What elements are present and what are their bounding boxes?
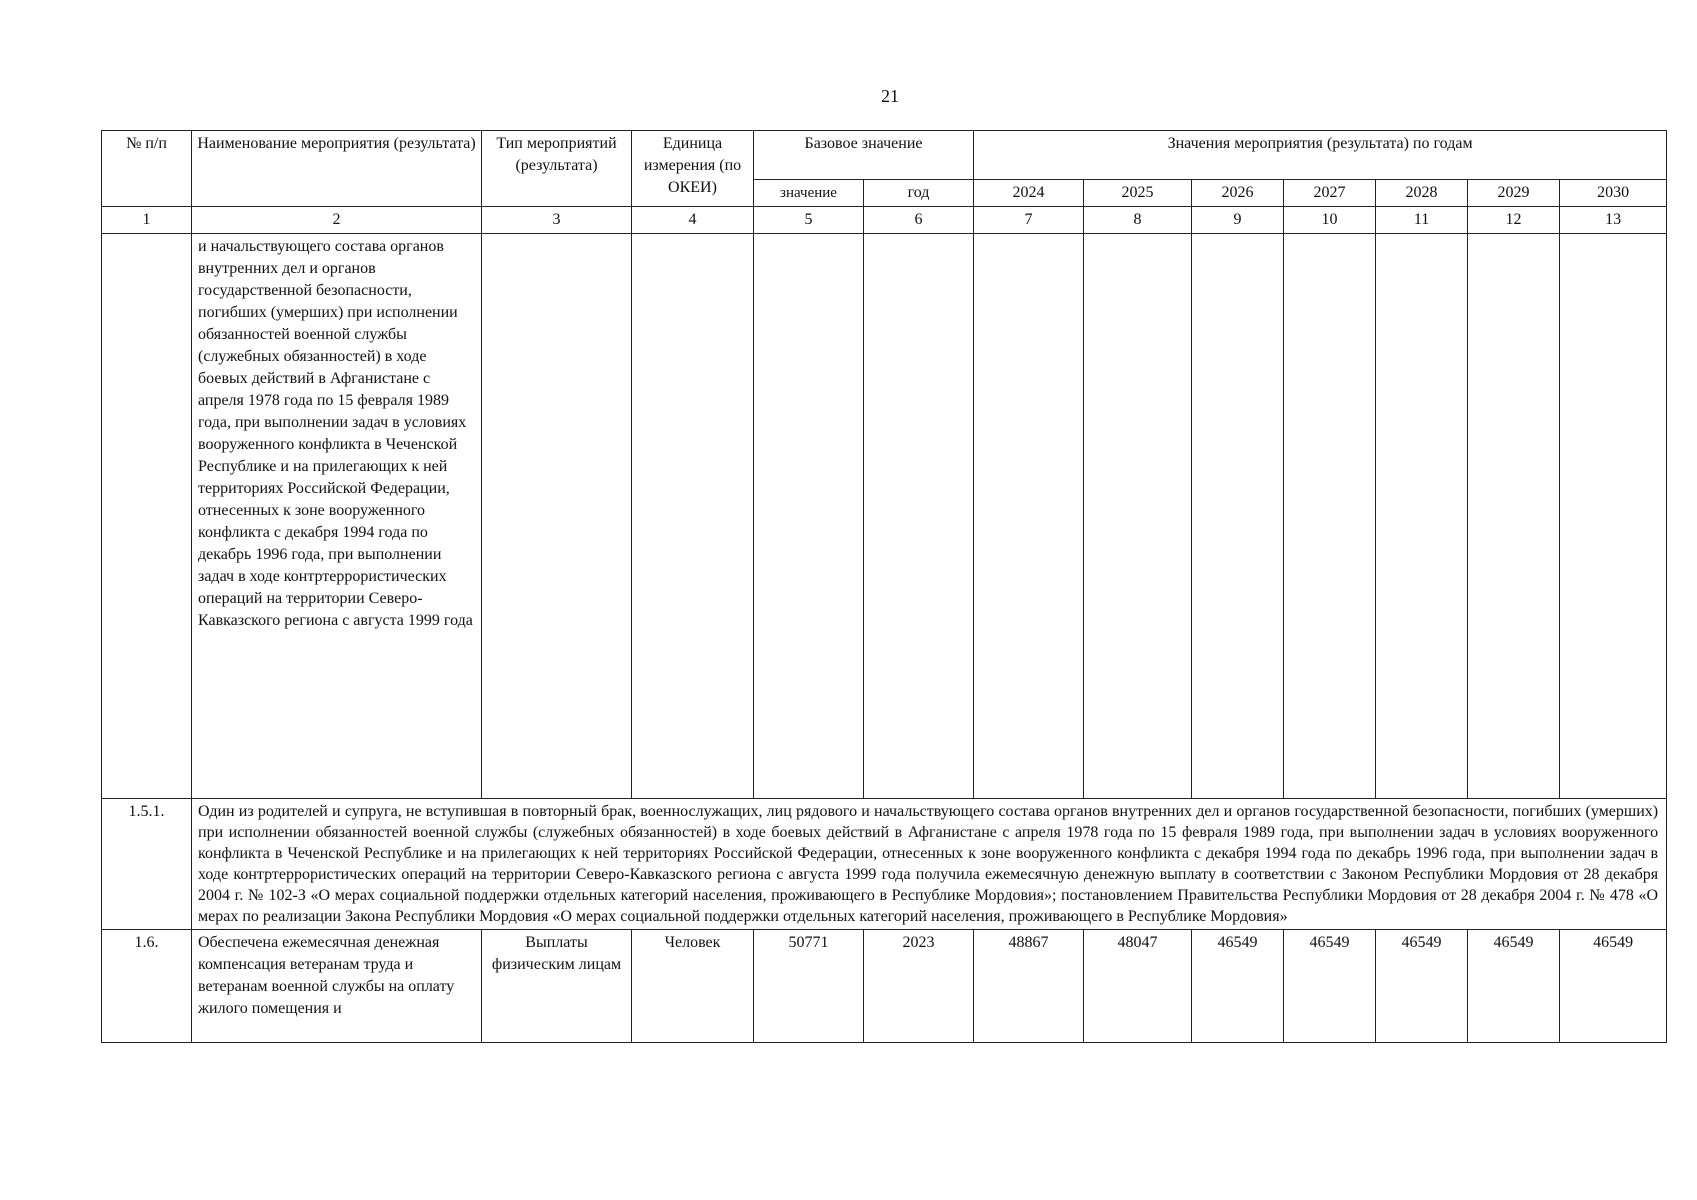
- column-number: 9: [1192, 207, 1284, 234]
- row-num-cell: [102, 234, 192, 799]
- merged-result-cell: Один из родителей и супруга, не вступившая в повторный брак, военнослужащих, лиц рядового и начальствующего состава органов внутренних дел и органов государственной безопасности, погибших (умерших) при исполнении обязанностей военной службы (служебных обязанностей) в ходе боевых действий в Афганистане с апреля 1978 года по 15 февраля 1989 года, при выполнении задач в условиях вооруженного конфликта в Чеченской Республике и на прилегающих к ней территориях Российской Федерации, отнесенных к зоне вооруженного конфликта с декабря 1994 года по декабрь 1996 года, при выполнении задач в ходе контртеррористических операций на территории Северо-Кавказского региона с августа 1999 года получила ежемесячную денежную выплату в соответствии с Законом Республики Мордовия от 28 декабря 2004 г. № 102-З «О мерах социальной поддержки отдельных категорий населения, проживающего в Республике Мордовия»; постановлением Правительства Республики Мордовия от 28 декабря 2004 г. № 478 «О мерах по реализации Закона Республики Мордовия «О мерах социальной поддержки отдельных категорий населения, проживающего в Республике Мордовия»: [192, 799, 1667, 930]
- empty-cell: [1084, 234, 1192, 799]
- measure-unit-cell: Человек: [632, 930, 754, 1043]
- continued-row: [102, 234, 1667, 799]
- column-number: 6: [864, 207, 974, 234]
- header-years-group: Значения мероприятия (результата) по годам: [974, 131, 1667, 180]
- column-number: 2: [192, 207, 482, 234]
- year-value-cell: 46549: [1284, 930, 1376, 1043]
- header-year: 2029: [1468, 180, 1560, 207]
- column-number: 13: [1560, 207, 1667, 234]
- measure-type-cell: Выплаты физическим лицам: [482, 930, 632, 1043]
- column-number: 3: [482, 207, 632, 234]
- row-1-6: [102, 930, 1667, 1043]
- column-number: 1: [102, 207, 192, 234]
- year-value-cell: 46549: [1468, 930, 1560, 1043]
- continued-name-cell: и начальствующего состава органов внутренних дел и органов государственной безопасности, погибших (умерших) при исполнении обязанностей военной службы (служебных обязанностей) в ходе боевых действий в Афганистане с апреля 1978 года по 15 февраля 1989 года, при выполнении задач в условиях вооруженного конфликта в Чеченской Республике и на прилегающих к ней территориях Российской Федерации, отнесенных к зоне вооруженного конфликта с декабря 1994 года по декабрь 1996 года, при выполнении задач в ходе контртеррористических операций на территории Северо-Кавказского региона с августа 1999 года: [192, 234, 482, 799]
- header-unit: Единица измерения (по ОКЕИ): [632, 131, 754, 207]
- header-row-top: [102, 131, 1667, 180]
- header-base-value: значение: [754, 180, 864, 207]
- header-year: 2028: [1376, 180, 1468, 207]
- row-num-cell: 1.6.: [102, 930, 192, 1043]
- column-number: 11: [1376, 207, 1468, 234]
- empty-cell: [864, 234, 974, 799]
- row-1-5-1: [102, 799, 1667, 930]
- empty-cell: [1560, 234, 1667, 799]
- year-value-cell: 48047: [1084, 930, 1192, 1043]
- year-value-cell: 46549: [1376, 930, 1468, 1043]
- header-year: 2027: [1284, 180, 1376, 207]
- page-number: 21: [881, 86, 899, 106]
- year-value-cell: 46549: [1560, 930, 1667, 1043]
- header-year: 2025: [1084, 180, 1192, 207]
- empty-cell: [1468, 234, 1560, 799]
- empty-cell: [1284, 234, 1376, 799]
- empty-cell: [1376, 234, 1468, 799]
- header-base-year: год: [864, 180, 974, 207]
- header-type: Тип мероприятий (результата): [482, 131, 632, 207]
- header-year: 2024: [974, 180, 1084, 207]
- row-num-cell: 1.5.1.: [102, 799, 192, 930]
- empty-cell: [1192, 234, 1284, 799]
- empty-cell: [482, 234, 632, 799]
- empty-cell: [974, 234, 1084, 799]
- column-number: 8: [1084, 207, 1192, 234]
- column-number: 12: [1468, 207, 1560, 234]
- year-value-cell: 48867: [974, 930, 1084, 1043]
- header-base: Базовое значение: [754, 131, 974, 180]
- empty-cell: [632, 234, 754, 799]
- empty-cell: [754, 234, 864, 799]
- column-number: 10: [1284, 207, 1376, 234]
- column-number: 5: [754, 207, 864, 234]
- base-value-cell: 50771: [754, 930, 864, 1043]
- measures-table: [101, 130, 1667, 1043]
- column-number-row: [102, 207, 1667, 234]
- base-year-cell: 2023: [864, 930, 974, 1043]
- header-year: 2030: [1560, 180, 1667, 207]
- header-num: № п/п: [102, 131, 192, 207]
- measure-name-cell: Обеспечена ежемесячная денежная компенсация ветеранам труда и ветеранам военной службы на оплату жилого помещения и: [192, 930, 482, 1043]
- header-year: 2026: [1192, 180, 1284, 207]
- column-number: 4: [632, 207, 754, 234]
- header-name: Наименование мероприятия (результата): [192, 131, 482, 207]
- column-number: 7: [974, 207, 1084, 234]
- year-value-cell: 46549: [1192, 930, 1284, 1043]
